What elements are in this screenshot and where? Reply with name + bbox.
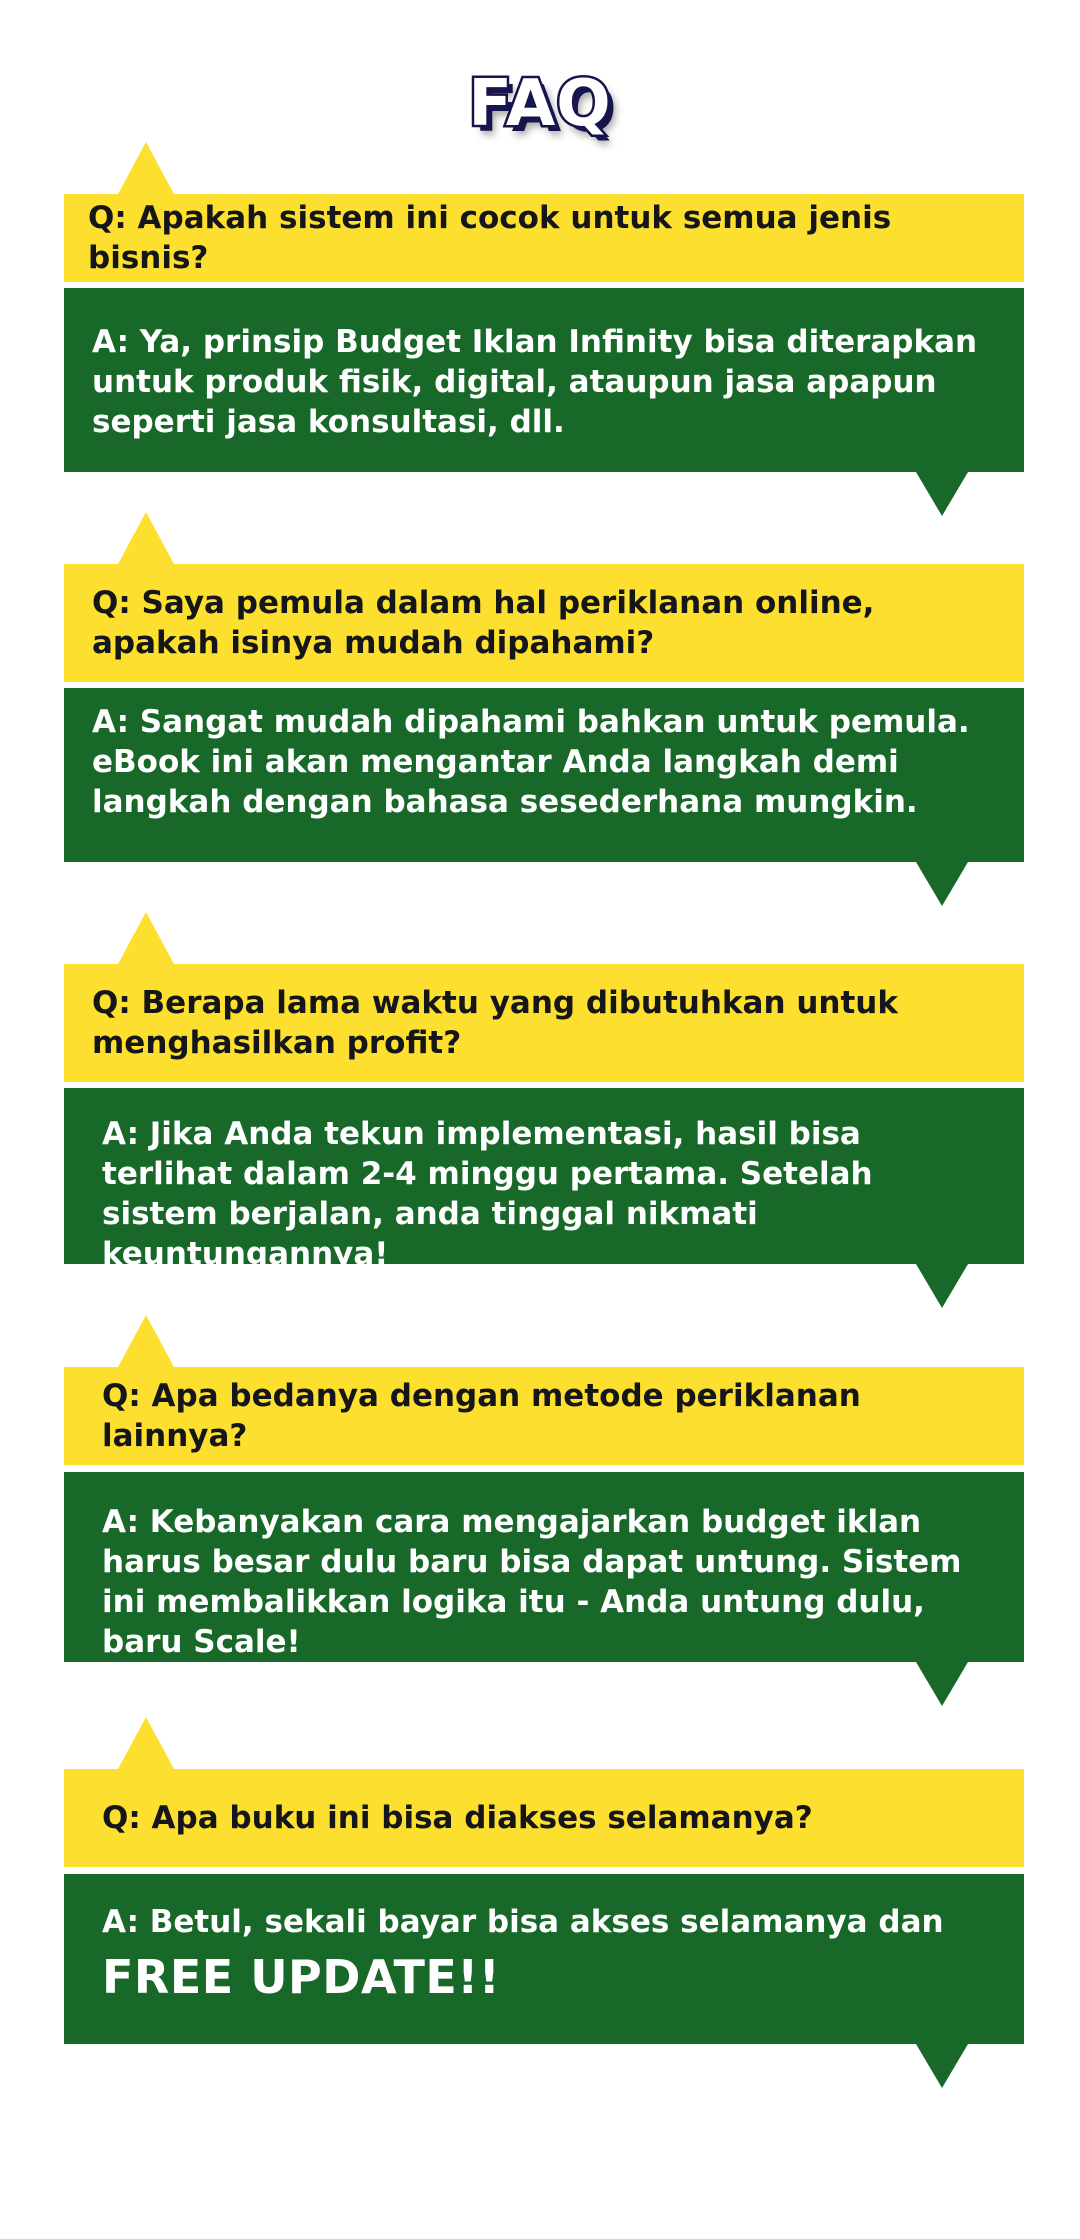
question-notch [118,1315,174,1367]
free-update-highlight: FREE UPDATE!! [102,1950,501,2004]
question-box[interactable] [64,564,1024,682]
faq-title: FAQ [468,67,612,141]
answer-notch [916,862,968,906]
question-text: Q: Saya pemula dalam hal periklanan online, apakah isinya mudah dipahami? [92,585,875,661]
answer-box [64,688,1024,862]
answer-text: A: Sangat mudah dipahami bahkan untuk pemula. eBook ini akan mengantar Anda langkah demi langkah dengan bahasa sesederhana mungkin. [92,704,970,820]
answer-notch [916,2044,968,2088]
question-text: Q: Apa bedanya dengan metode periklanan lainnya? [102,1378,861,1454]
question-notch [118,512,174,564]
question-notch [118,1717,174,1769]
question-text: Q: Apa buku ini bisa diakses selamanya? [102,1800,813,1836]
answer-text: A: Kebanyakan cara mengajarkan budget iklan harus besar dulu baru bisa dapat untung. Sistem ini membalikkan logika itu - Anda untung dulu, baru Scale! [102,1504,962,1660]
question-text: Q: Berapa lama waktu yang dibutuhkan untuk menghasilkan profit? [92,985,898,1061]
answer-box [64,288,1024,472]
answer-box [64,1874,1024,2044]
answer-box [64,1088,1024,1272]
answer-text: A: Betul, sekali bayar bisa akses selamanya dan [102,1904,944,1940]
question-box[interactable] [64,1769,1024,1867]
answer-notch [916,472,968,516]
question-box[interactable] [64,194,1024,282]
answer-text: A: Ya, prinsip Budget Iklan Infinity bisa diterapkan untuk produk fisik, digital, ataupun jasa apapun seperti jasa konsultasi, dll. [92,324,978,440]
question-box[interactable] [64,964,1024,1082]
answer-notch [916,1662,968,1706]
question-notch [118,142,174,194]
answer-notch [916,1264,968,1308]
question-box[interactable] [64,1367,1024,1465]
question-text: Q: Apakah sistem ini cocok untuk semua jenis bisnis? [88,200,892,276]
answer-box [64,1472,1024,1662]
answer-text: A: Jika Anda tekun implementasi, hasil bisa terlihat dalam 2-4 minggu pertama. Setelah sistem berjalan, anda tinggal nikmati keuntungannya! [102,1116,873,1272]
question-notch [118,912,174,964]
